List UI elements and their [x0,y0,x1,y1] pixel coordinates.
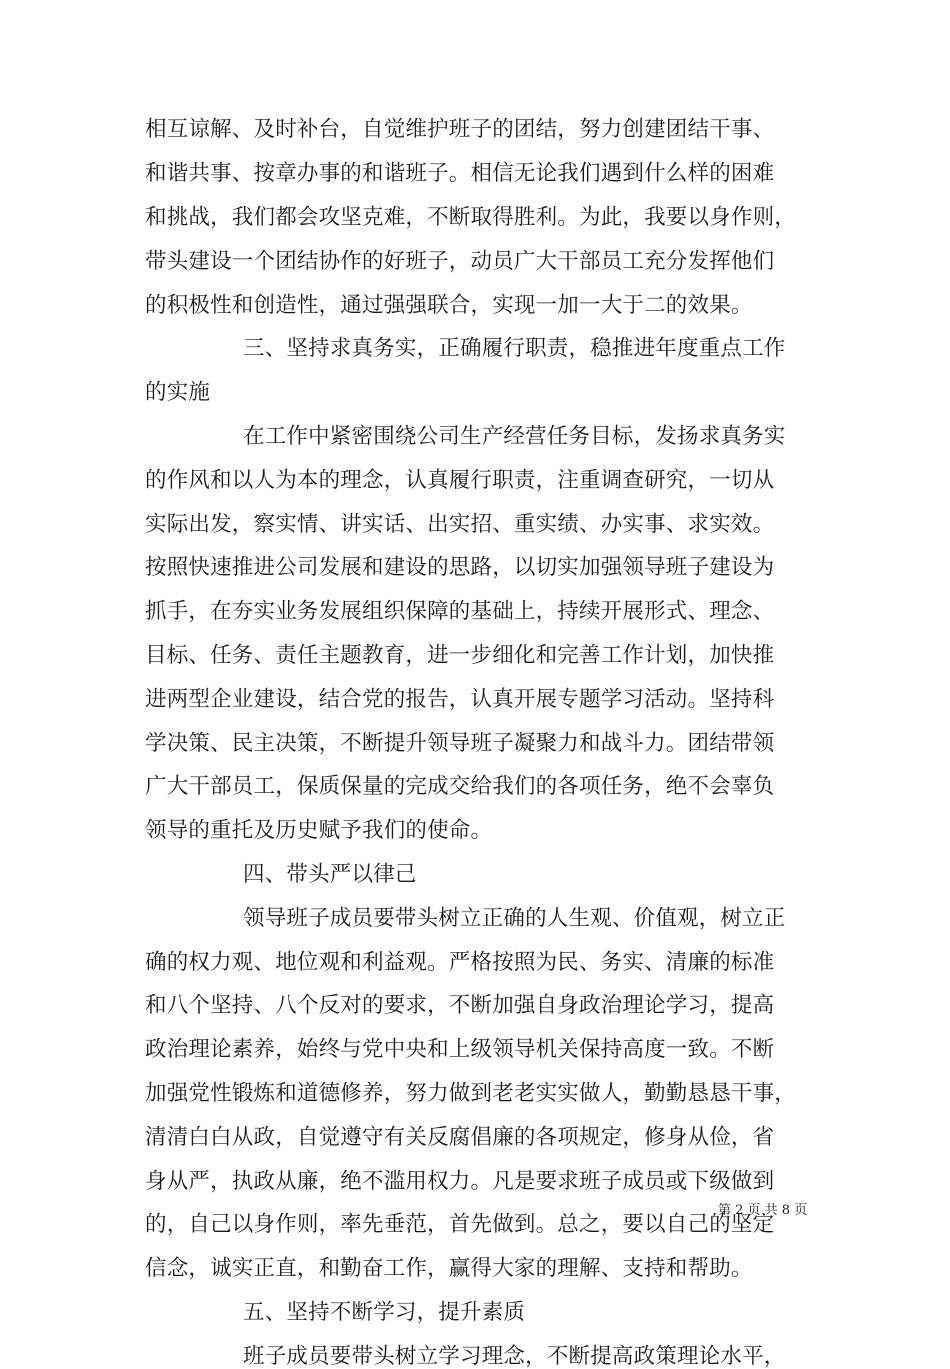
text-line: 政治理论素养，始终与党中央和上级领导机关保持高度一致。不断 [145,1037,775,1062]
text-line: 领导班子成员要带头树立正确的人生观、价值观，树立正 [243,906,786,931]
section-heading-5: 五、坚持不断学习，提升素质 [243,1300,526,1325]
text-line: 确的权力观、地位观和利益观。严格按照为民、务实、清廉的标准 [145,950,775,975]
text-line: 身从严，执政从廉，绝不滥用权力。凡是要求班子成员或下级做到 [145,1169,775,1194]
text-line: 班子成员要带头树立学习理念，不断提高政策理论水平， [243,1344,786,1369]
text-line: 的作风和以人为本的理念，认真履行职责，注重调查研究，一切从 [145,468,775,493]
text-line: 进两型企业建设，结合党的报告，认真开展专题学习活动。坚持科 [145,687,775,712]
text-line: 清清白白从政，自觉遵守有关反腐倡廉的各项规定，修身从俭，省 [145,1125,775,1150]
text-line: 广大干部员工，保质保量的完成交给我们的各项任务，绝不会辜负 [145,774,775,799]
text-line: 相互谅解、及时补台，自觉维护班子的团结，努力创建团结干事、 [145,117,775,142]
text-line: 在工作中紧密围绕公司生产经营任务目标，发扬求真务实 [243,424,786,449]
text-line: 的积极性和创造性，通过强强联合，实现一加一大于二的效果。 [145,293,753,318]
text-line: 领导的重托及历史赋予我们的使命。 [145,818,493,843]
page-number-footer: 第 2 页 共 8 页 [718,1203,808,1218]
text-line: 学决策、民主决策，不断提升领导班子凝聚力和战斗力。团结带领 [145,731,775,756]
text-line: 和八个坚持、八个反对的要求，不断加强自身政治理论学习，提高 [145,993,775,1018]
section-heading-3: 三、坚持求真务实，正确履行职责，稳推进年度重点工作 [243,336,786,361]
text-line: 信念，诚实正直，和勤奋工作，赢得大家的理解、支持和帮助。 [145,1256,753,1281]
text-line: 带头建设一个团结协作的好班子，动员广大干部员工充分发挥他们 [145,249,775,274]
text-line: 的，自己以身作则，率先垂范，首先做到。总之，要以自己的坚定 [145,1212,775,1237]
text-line: 和挑战，我们都会攻坚克难，不断取得胜利。为此，我要以身作则， [145,205,797,230]
section-heading-4: 四、带头严以律己 [243,862,417,887]
text-line: 目标、任务、责任主题教育，进一步细化和完善工作计划，加快推 [145,643,775,668]
text-line: 按照快速推进公司发展和建设的思路，以切实加强领导班子建设为 [145,555,775,580]
text-line: 抓手，在夯实业务发展组织保障的基础上，持续开展形式、理念、 [145,599,775,624]
text-line: 实际出发，察实情、讲实话、出实招、重实绩、办实事、求实效。 [145,512,775,537]
section-heading-3-cont: 的实施 [145,380,211,405]
text-line: 加强党性锻炼和道德修养，努力做到老老实实做人，勤勤恳恳干事， [145,1081,797,1106]
text-line: 和谐共事、按章办事的和谐班子。相信无论我们遇到什么样的困难 [145,161,775,186]
